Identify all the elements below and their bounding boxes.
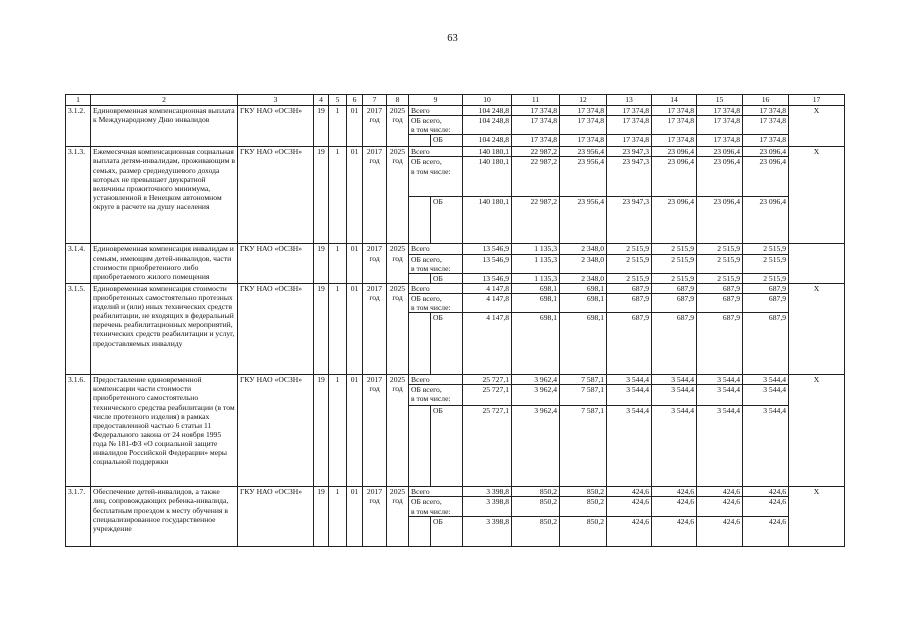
amount-regional-total: 3 544,4	[697, 385, 743, 406]
amount-regional: 3 544,4	[652, 406, 697, 487]
amount-regional: 3 398,8	[463, 516, 512, 546]
column-header-year-2019: 13	[607, 95, 652, 106]
end-year: 2025 год	[387, 283, 409, 374]
amount-regional: 7 587,1	[560, 406, 607, 487]
amount-regional-total: 17 374,8	[512, 116, 560, 135]
chapter-code: 19	[314, 283, 329, 374]
amount-regional: 850,2	[512, 516, 560, 546]
amount-regional-total: 23 956,4	[560, 157, 607, 197]
amount-total: 7 587,1	[560, 375, 607, 385]
start-year: 2017 год	[363, 244, 387, 283]
measure-name: Единовременная компенсационная выплата к Международному Дню инвалидов	[91, 106, 238, 147]
funding-label-regional: ОБ	[431, 516, 463, 546]
column-header-row-number: 1	[66, 95, 91, 106]
funding-label-regional-total	[409, 254, 463, 273]
executor: ГКУ НАО «ОСЗН»	[238, 147, 314, 244]
amount-total: 3 544,4	[652, 375, 697, 385]
amount-regional-total: 424,6	[607, 497, 652, 516]
funding-label-total: Всего	[409, 106, 463, 116]
amount-regional: 23 096,4	[652, 197, 697, 244]
end-year: 2025 год	[387, 375, 409, 487]
funding-label-total: Всего	[409, 487, 463, 497]
amount-regional-total: 3 398,8	[463, 497, 512, 516]
amount-regional-total: 3 544,4	[652, 385, 697, 406]
chapter-code: 19	[314, 244, 329, 283]
including-label: в том числе:	[411, 125, 451, 135]
amount-regional: 3 544,4	[697, 406, 743, 487]
amount-total: 17 374,8	[512, 106, 560, 116]
amount-total: 17 374,8	[652, 106, 697, 116]
amount-total: 424,6	[607, 487, 652, 497]
section-code: 1	[329, 106, 347, 147]
subsection-code: 01	[347, 487, 363, 546]
subsection-code: 01	[347, 244, 363, 283]
amount-regional: 687,9	[697, 313, 743, 375]
executor: ГКУ НАО «ОСЗН»	[238, 375, 314, 487]
page-number: 63	[447, 33, 458, 44]
indicator-mark: Х	[789, 283, 845, 374]
row-code: 3.1.3.	[66, 147, 91, 244]
amount-regional-total: 2 515,9	[743, 254, 789, 273]
row-code: 3.1.2.	[66, 106, 91, 147]
subsection-code: 01	[347, 375, 363, 487]
amount-regional-total: 17 374,8	[652, 116, 697, 135]
amount-regional-total: 698,1	[512, 293, 560, 312]
column-header-year-2021: 15	[697, 95, 743, 106]
section-code: 1	[329, 147, 347, 244]
funding-label-regional-total	[409, 116, 463, 135]
amount-total: 424,6	[652, 487, 697, 497]
column-header-measure-name: 2	[91, 95, 238, 106]
amount-regional: 3 962,4	[512, 406, 560, 487]
amount-total: 23 096,4	[697, 147, 743, 157]
regional-budget-total-label: ОБ всего,	[411, 497, 442, 507]
amount-total: 17 374,8	[607, 106, 652, 116]
amount-regional: 2 515,9	[743, 273, 789, 283]
amount-regional-total: 2 348,0	[560, 254, 607, 273]
subsection-code: 01	[347, 106, 363, 147]
funding-label-total: Всего	[409, 283, 463, 293]
amount-regional-total: 3 544,4	[607, 385, 652, 406]
amount-regional-total: 22 987,2	[512, 157, 560, 197]
indicator-mark: Х	[789, 147, 845, 244]
column-header-year-2018: 12	[560, 95, 607, 106]
amount-regional-total: 687,9	[697, 293, 743, 312]
amount-regional-total: 17 374,8	[697, 116, 743, 135]
section-code: 1	[329, 375, 347, 487]
amount-regional: 17 374,8	[607, 135, 652, 147]
chapter-code: 19	[314, 375, 329, 487]
funding-label-total: Всего	[409, 147, 463, 157]
amount-regional-total: 140 180,1	[463, 157, 512, 197]
amount-total: 698,1	[512, 283, 560, 293]
amount-regional: 850,2	[560, 516, 607, 546]
amount-total: 23 947,3	[607, 147, 652, 157]
amount-regional: 698,1	[512, 313, 560, 375]
amount-total: 2 515,9	[607, 244, 652, 254]
amount-regional: 23 096,4	[697, 197, 743, 244]
amount-regional-total: 17 374,8	[560, 116, 607, 135]
funding-indent	[409, 516, 431, 546]
amount-total: 687,9	[652, 283, 697, 293]
amount-total: 22 987,2	[512, 147, 560, 157]
amount-total: 1 135,3	[512, 244, 560, 254]
amount-regional: 140 180,1	[463, 197, 512, 244]
measure-name: Единовременная компенсация стоимости приобретенных самостоятельно протезных изделий и (или) иных технических средств реабилитации, не входящих в федеральный перечень реабилитационных мероприятий, технических средств реабилитации и услуг, предоставляемых инвалиду	[91, 283, 238, 374]
amount-total: 687,9	[607, 283, 652, 293]
amount-regional: 23 956,4	[560, 197, 607, 244]
regional-budget-total-label: ОБ всего,	[411, 157, 442, 167]
amount-regional: 4 147,8	[463, 313, 512, 375]
amount-regional: 3 544,4	[607, 406, 652, 487]
funding-label-regional-total	[409, 157, 463, 197]
amount-regional-total: 687,9	[743, 293, 789, 312]
amount-regional: 424,6	[607, 516, 652, 546]
amount-regional-total: 3 962,4	[512, 385, 560, 406]
amount-regional: 17 374,8	[697, 135, 743, 147]
amount-regional-total: 25 727,1	[463, 385, 512, 406]
including-label: в том числе:	[411, 394, 451, 404]
amount-total: 17 374,8	[743, 106, 789, 116]
funding-label-regional: ОБ	[431, 273, 463, 283]
column-header-subsection: 6	[347, 95, 363, 106]
amount-regional-total: 23 096,4	[743, 157, 789, 197]
amount-regional-total: 23 096,4	[697, 157, 743, 197]
amount-regional: 2 515,9	[697, 273, 743, 283]
amount-total: 424,6	[743, 487, 789, 497]
amount-total: 3 544,4	[743, 375, 789, 385]
funding-label-regional-total	[409, 293, 463, 312]
amount-regional-total: 424,6	[743, 497, 789, 516]
chapter-code: 19	[314, 147, 329, 244]
amount-regional-total: 1 135,3	[512, 254, 560, 273]
amount-total: 104 248,8	[463, 106, 512, 116]
amount-regional: 424,6	[743, 516, 789, 546]
amount-regional-total: 104 248,8	[463, 116, 512, 135]
amount-regional: 22 987,2	[512, 197, 560, 244]
amount-regional-total: 7 587,1	[560, 385, 607, 406]
section-code: 1	[329, 487, 347, 546]
amount-total: 23 956,4	[560, 147, 607, 157]
amount-total: 850,2	[560, 487, 607, 497]
amount-regional-total: 13 546,9	[463, 254, 512, 273]
amount-regional-total: 2 515,9	[697, 254, 743, 273]
amount-total: 140 180,1	[463, 147, 512, 157]
amount-regional: 687,9	[743, 313, 789, 375]
including-label: в том числе:	[411, 166, 451, 176]
amount-regional-total: 17 374,8	[607, 116, 652, 135]
end-year: 2025 год	[387, 487, 409, 546]
table-row	[66, 487, 845, 497]
amount-regional: 698,1	[560, 313, 607, 375]
amount-regional-total: 687,9	[652, 293, 697, 312]
section-code: 1	[329, 244, 347, 283]
end-year: 2025 год	[387, 244, 409, 283]
budget-table	[65, 94, 845, 547]
funding-indent	[409, 135, 431, 147]
column-header-start-year: 7	[363, 95, 387, 106]
amount-total: 17 374,8	[560, 106, 607, 116]
table-row	[66, 283, 845, 293]
amount-total: 3 962,4	[512, 375, 560, 385]
funding-label-total: Всего	[409, 244, 463, 254]
measure-name: Ежемесячная компенсационная социальная выплата детям-инвалидам, проживающим в семьях, размер среднедушевого дохода которых не превышает двукратной величины прожиточного минимума, установленной в Ненецком автономном округе в расчете на душу населения	[91, 147, 238, 244]
amount-regional: 17 374,8	[512, 135, 560, 147]
funding-indent	[409, 406, 431, 487]
funding-indent	[409, 197, 431, 244]
amount-total: 2 348,0	[560, 244, 607, 254]
row-code: 3.1.6.	[66, 375, 91, 487]
amount-total: 2 515,9	[697, 244, 743, 254]
amount-total: 2 515,9	[652, 244, 697, 254]
start-year: 2017 год	[363, 375, 387, 487]
amount-total: 3 544,4	[697, 375, 743, 385]
column-header-total-sum: 10	[463, 95, 512, 106]
amount-regional-total: 4 147,8	[463, 293, 512, 312]
regional-budget-total-label: ОБ всего,	[411, 385, 442, 395]
amount-total: 13 546,9	[463, 244, 512, 254]
amount-regional-total: 2 515,9	[652, 254, 697, 273]
column-header-indicator: 17	[789, 95, 845, 106]
end-year: 2025 год	[387, 106, 409, 147]
amount-regional-total: 424,6	[697, 497, 743, 516]
amount-regional: 23 947,3	[607, 197, 652, 244]
amount-regional: 424,6	[697, 516, 743, 546]
row-code: 3.1.5.	[66, 283, 91, 374]
amount-regional: 17 374,8	[560, 135, 607, 147]
regional-budget-total-label: ОБ всего,	[411, 116, 442, 126]
start-year: 2017 год	[363, 106, 387, 147]
amount-regional: 687,9	[607, 313, 652, 375]
including-label: в том числе:	[411, 506, 451, 516]
amount-total: 23 096,4	[743, 147, 789, 157]
amount-regional: 13 546,9	[463, 273, 512, 283]
table-row	[66, 106, 845, 116]
amount-regional-total: 23 947,3	[607, 157, 652, 197]
chapter-code: 19	[314, 487, 329, 546]
indicator-mark: Х	[789, 106, 845, 147]
amount-regional: 424,6	[652, 516, 697, 546]
amount-regional: 2 515,9	[652, 273, 697, 283]
column-header-end-year: 8	[387, 95, 409, 106]
end-year: 2025 год	[387, 147, 409, 244]
amount-total: 850,2	[512, 487, 560, 497]
funding-label-regional-total	[409, 385, 463, 406]
column-header-executor: 3	[238, 95, 314, 106]
amount-regional: 17 374,8	[743, 135, 789, 147]
amount-regional-total: 850,2	[560, 497, 607, 516]
amount-total: 4 147,8	[463, 283, 512, 293]
measure-name: Обеспечение детей-инвалидов, а также лиц, сопровождающих ребенка-инвалида, бесплатным проездом к месту обучения в специализированное государственное учреждение	[91, 487, 238, 546]
indicator-mark: Х	[789, 375, 845, 487]
amount-regional: 104 248,8	[463, 135, 512, 147]
amount-regional: 2 515,9	[607, 273, 652, 283]
amount-total: 23 096,4	[652, 147, 697, 157]
including-label: в том числе:	[411, 303, 451, 313]
executor: ГКУ НАО «ОСЗН»	[238, 487, 314, 546]
amount-regional-total: 17 374,8	[743, 116, 789, 135]
indicator-mark: Х	[789, 487, 845, 546]
row-code: 3.1.4.	[66, 244, 91, 283]
funding-indent	[409, 273, 431, 283]
amount-total: 687,9	[697, 283, 743, 293]
table-row	[66, 375, 845, 385]
amount-regional-total: 687,9	[607, 293, 652, 312]
amount-total: 25 727,1	[463, 375, 512, 385]
amount-regional: 2 348,0	[560, 273, 607, 283]
start-year: 2017 год	[363, 487, 387, 546]
executor: ГКУ НАО «ОСЗН»	[238, 106, 314, 147]
funding-label-regional: ОБ	[431, 313, 463, 375]
amount-total: 2 515,9	[743, 244, 789, 254]
indicator-mark	[789, 244, 845, 283]
amount-total: 687,9	[743, 283, 789, 293]
column-header-year-2017: 11	[512, 95, 560, 106]
regional-budget-total-label: ОБ всего,	[411, 293, 442, 303]
table-row	[66, 147, 845, 157]
column-header-year-2022: 16	[743, 95, 789, 106]
amount-total: 698,1	[560, 283, 607, 293]
amount-total: 3 398,8	[463, 487, 512, 497]
amount-total: 17 374,8	[697, 106, 743, 116]
executor: ГКУ НАО «ОСЗН»	[238, 283, 314, 374]
chapter-code: 19	[314, 106, 329, 147]
amount-regional-total: 698,1	[560, 293, 607, 312]
start-year: 2017 год	[363, 147, 387, 244]
header-row	[66, 95, 845, 106]
subsection-code: 01	[347, 283, 363, 374]
column-header-chapter: 4	[314, 95, 329, 106]
funding-label-regional: ОБ	[431, 406, 463, 487]
funding-indent	[409, 313, 431, 375]
amount-regional-total: 23 096,4	[652, 157, 697, 197]
amount-regional-total: 850,2	[512, 497, 560, 516]
subsection-code: 01	[347, 147, 363, 244]
funding-label-regional-total	[409, 497, 463, 516]
amount-regional-total: 424,6	[652, 497, 697, 516]
amount-regional-total: 3 544,4	[743, 385, 789, 406]
amount-total: 424,6	[697, 487, 743, 497]
amount-regional: 687,9	[652, 313, 697, 375]
amount-regional: 23 096,4	[743, 197, 789, 244]
start-year: 2017 год	[363, 283, 387, 374]
amount-regional: 25 727,1	[463, 406, 512, 487]
amount-regional: 1 135,3	[512, 273, 560, 283]
funding-label-total: Всего	[409, 375, 463, 385]
column-header-year-2020: 14	[652, 95, 697, 106]
amount-total: 3 544,4	[607, 375, 652, 385]
column-header-section: 5	[329, 95, 347, 106]
measure-name: Предоставление единовременной компенсации части стоимости приобретенного самостоятельно технического средства реабилитации (в том числе протезного изделия) в рамках предоставленной частью 6 статьи 11 Федерального закона от 24 ноября 1995 года № 181-ФЗ «О социальной защите инвалидов Российской Федерации» меры социальной поддержки	[91, 375, 238, 487]
amount-regional: 17 374,8	[652, 135, 697, 147]
column-header-funding-source: 9	[409, 95, 463, 106]
row-code: 3.1.7.	[66, 487, 91, 546]
measure-name: Единовременная компенсация инвалидам и семьям, имеющим детей-инвалидов, части стоимости приобретенного либо приобретаемого жилого помещения	[91, 244, 238, 283]
amount-regional: 3 544,4	[743, 406, 789, 487]
regional-budget-total-label: ОБ всего,	[411, 254, 442, 264]
section-code: 1	[329, 283, 347, 374]
table-row	[66, 244, 845, 254]
funding-label-regional: ОБ	[431, 135, 463, 147]
amount-regional-total: 2 515,9	[607, 254, 652, 273]
executor: ГКУ НАО «ОСЗН»	[238, 244, 314, 283]
including-label: в том числе:	[411, 263, 451, 273]
funding-label-regional: ОБ	[431, 197, 463, 244]
